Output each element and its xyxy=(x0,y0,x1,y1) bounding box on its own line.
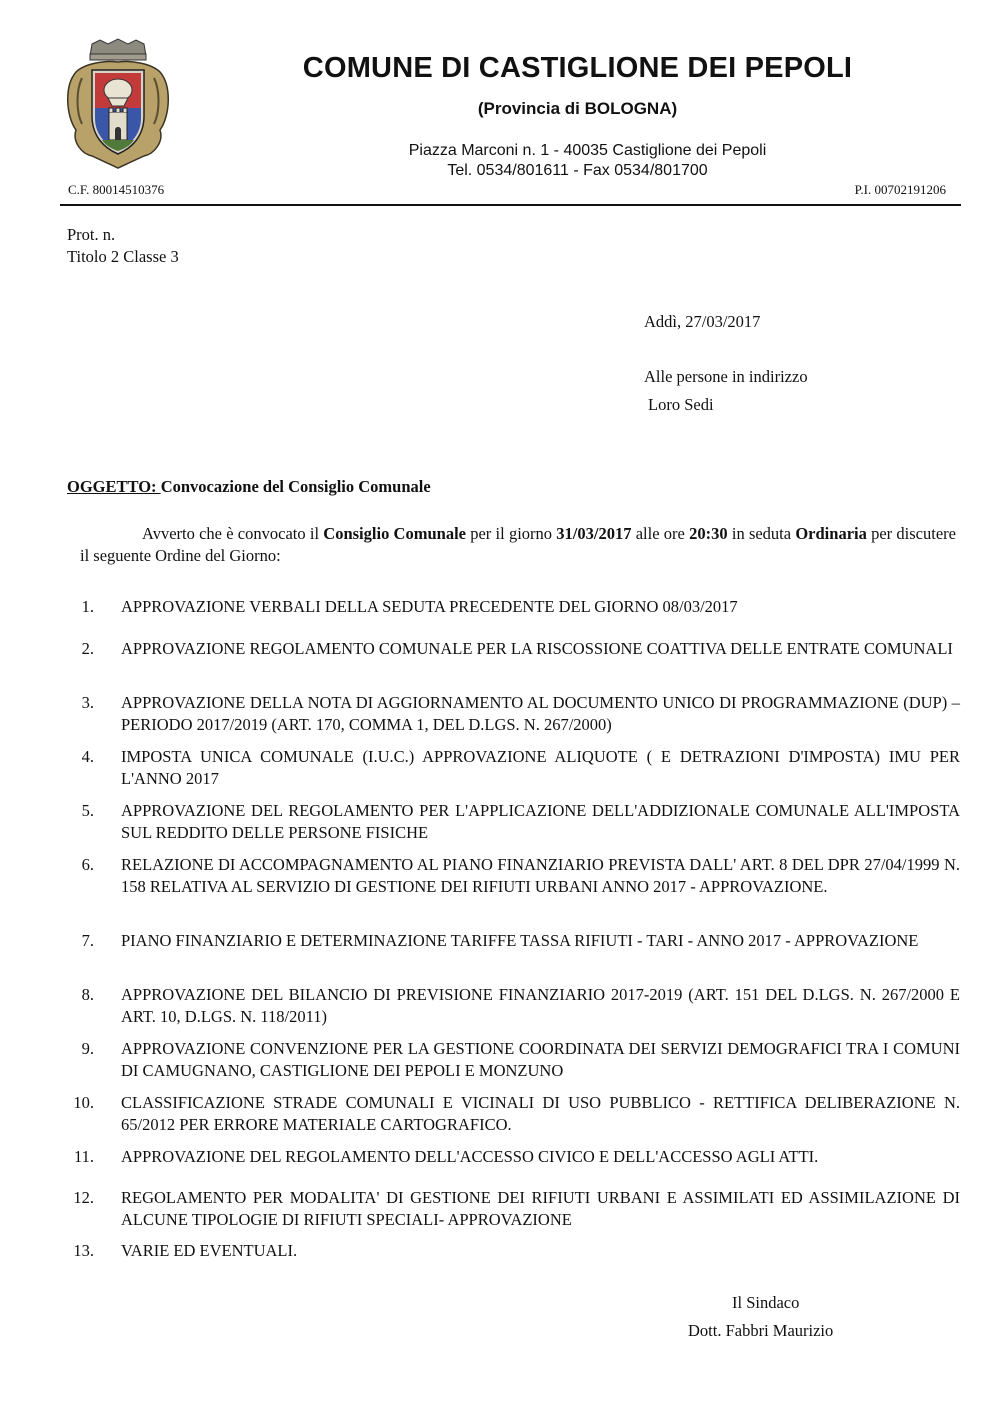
protocol-number: Prot. n. xyxy=(67,225,116,244)
recipient-location: Loro Sedi xyxy=(648,395,714,414)
agenda-number: 2. xyxy=(81,639,94,658)
agenda-item xyxy=(62,1038,960,1082)
agenda-number: 11. xyxy=(73,1147,94,1166)
agenda-number: 3. xyxy=(81,693,94,712)
agenda-text: RELAZIONE DI ACCOMPAGNAMENTO AL PIANO FINANZIARIO PREVISTA DALL' ART. 8 DEL DPR 27/04/1999 N. 158 RELATIVA AL SERVIZIO DI GESTIONE DEI RIFIUTI URBANI ANNO 2017 - APPROVAZIONE. xyxy=(121,855,960,896)
agenda-number: 6. xyxy=(81,855,94,874)
agenda-text: APPROVAZIONE CONVENZIONE PER LA GESTIONE COORDINATA DEI SERVIZI DEMOGRAFICI TRA I COMUNI DI CAMUGNANO, CASTIGLIONE DEI PEPOLI E MONZUNO xyxy=(121,1039,960,1080)
agenda-item xyxy=(62,1092,960,1136)
subject-label: OGGETTO: xyxy=(67,477,161,496)
contact-line: Tel. 0534/801611 - Fax 0534/801700 xyxy=(447,162,708,179)
intro-text: in seduta xyxy=(727,524,796,543)
meeting-time: 20:30 xyxy=(689,524,728,543)
signatory-role: Il Sindaco xyxy=(732,1293,800,1312)
agenda-number: 12. xyxy=(73,1188,94,1207)
agenda-item xyxy=(62,596,960,618)
agenda-item xyxy=(62,638,960,660)
council-name: Consiglio Comunale xyxy=(323,524,466,543)
agenda-text: APPROVAZIONE DEL REGOLAMENTO PER L'APPLICAZIONE DELL'ADDIZIONALE COMUNALE ALL'IMPOSTA SUL REDDITO DELLE PERSONE FISICHE xyxy=(121,801,960,842)
intro-text: alle ore xyxy=(631,524,690,543)
letter-date: Addì, 27/03/2017 xyxy=(644,312,761,331)
agenda-number: 1. xyxy=(81,597,94,616)
agenda-item xyxy=(62,930,960,952)
agenda-item xyxy=(62,854,960,898)
agenda-text: APPROVAZIONE REGOLAMENTO COMUNALE PER LA RISCOSSIONE COATTIVA DELLE ENTRATE COMUNALI xyxy=(121,639,953,658)
agenda-item xyxy=(62,800,960,844)
subject-line xyxy=(67,476,431,498)
intro-text: Avverto che è convocato il xyxy=(142,524,324,543)
vat-number: P.I. 00702191206 xyxy=(854,182,946,197)
agenda-text: APPROVAZIONE DEL REGOLAMENTO DELL'ACCESSO CIVICO E DELL'ACCESSO AGLI ATTI. xyxy=(121,1147,819,1166)
agenda-number: 13. xyxy=(73,1241,94,1260)
tax-code: C.F. 80014510376 xyxy=(68,182,165,197)
agenda-item xyxy=(62,1240,960,1262)
agenda-number: 9. xyxy=(81,1039,94,1058)
agenda-text: APPROVAZIONE DEL BILANCIO DI PREVISIONE FINANZIARIO 2017-2019 (ART. 151 DEL D.LGS. N. 267/2000 E ART. 10, D.LGS. N. 118/2011) xyxy=(121,985,960,1026)
province-subtitle: (Provincia di BOLOGNA) xyxy=(477,99,678,118)
classification: Titolo 2 Classe 3 xyxy=(67,247,179,266)
agenda-text: PIANO FINANZIARIO E DETERMINAZIONE TARIFFE TASSA RIFIUTI - TARI - ANNO 2017 - APPROVAZIONE xyxy=(121,931,919,950)
convocation-paragraph xyxy=(80,523,956,567)
signatory-name: Dott. Fabbri Maurizio xyxy=(688,1321,834,1340)
address-line: Piazza Marconi n. 1 - 40035 Castiglione dei Pepoli xyxy=(408,142,767,159)
subject-text: Convocazione del Consiglio Comunale xyxy=(160,477,431,496)
agenda-number: 10. xyxy=(73,1093,94,1112)
agenda-text: APPROVAZIONE DELLA NOTA DI AGGIORNAMENTO AL DOCUMENTO UNICO DI PROGRAMMAZIONE (DUP) – PERIODO 2017/2019 (ART. 170, COMMA 1, DEL D.LGS. N. 267/2000) xyxy=(121,693,960,734)
municipality-title: COMUNE DI CASTIGLIONE DEI PEPOLI xyxy=(302,52,853,84)
agenda-item xyxy=(62,984,960,1028)
agenda-text: IMPOSTA UNICA COMUNALE (I.U.C.) APPROVAZIONE ALIQUOTE ( E DETRAZIONI D'IMPOSTA) IMU PER L'ANNO 2017 xyxy=(121,747,960,788)
agenda-number: 8. xyxy=(81,985,94,1004)
intro-text: per il giorno xyxy=(465,524,557,543)
agenda-text: REGOLAMENTO PER MODALITA' DI GESTIONE DEI RIFIUTI URBANI E ASSIMILATI ED ASSIMILAZIONE DI ALCUNE TIPOLOGIE DI RIFIUTI SPECIALI- APPROVAZIONE xyxy=(121,1188,960,1229)
agenda-item xyxy=(62,746,960,790)
agenda-text: VARIE ED EVENTUALI. xyxy=(121,1241,298,1260)
agenda-number: 5. xyxy=(81,801,94,820)
agenda-number: 4. xyxy=(81,747,94,766)
header-divider xyxy=(60,204,961,206)
intro-text: per discutere il seguente Ordine del Giorno: xyxy=(80,524,956,565)
recipient-line: Alle persone in indirizzo xyxy=(644,367,808,386)
session-type: Ordinaria xyxy=(795,524,867,543)
meeting-date: 31/03/2017 xyxy=(556,524,632,543)
agenda-item xyxy=(62,692,960,736)
agenda-number: 7. xyxy=(81,931,94,950)
agenda-text: APPROVAZIONE VERBALI DELLA SEDUTA PRECEDENTE DEL GIORNO 08/03/2017 xyxy=(121,597,738,616)
agenda-item xyxy=(62,1146,960,1168)
agenda-item xyxy=(62,1187,960,1231)
agenda-text: CLASSIFICAZIONE STRADE COMUNALI E VICINALI DI USO PUBBLICO - RETTIFICA DELIBERAZIONE N. 65/2012 PER ERRORE MATERIALE CARTOGRAFICO. xyxy=(121,1093,960,1134)
